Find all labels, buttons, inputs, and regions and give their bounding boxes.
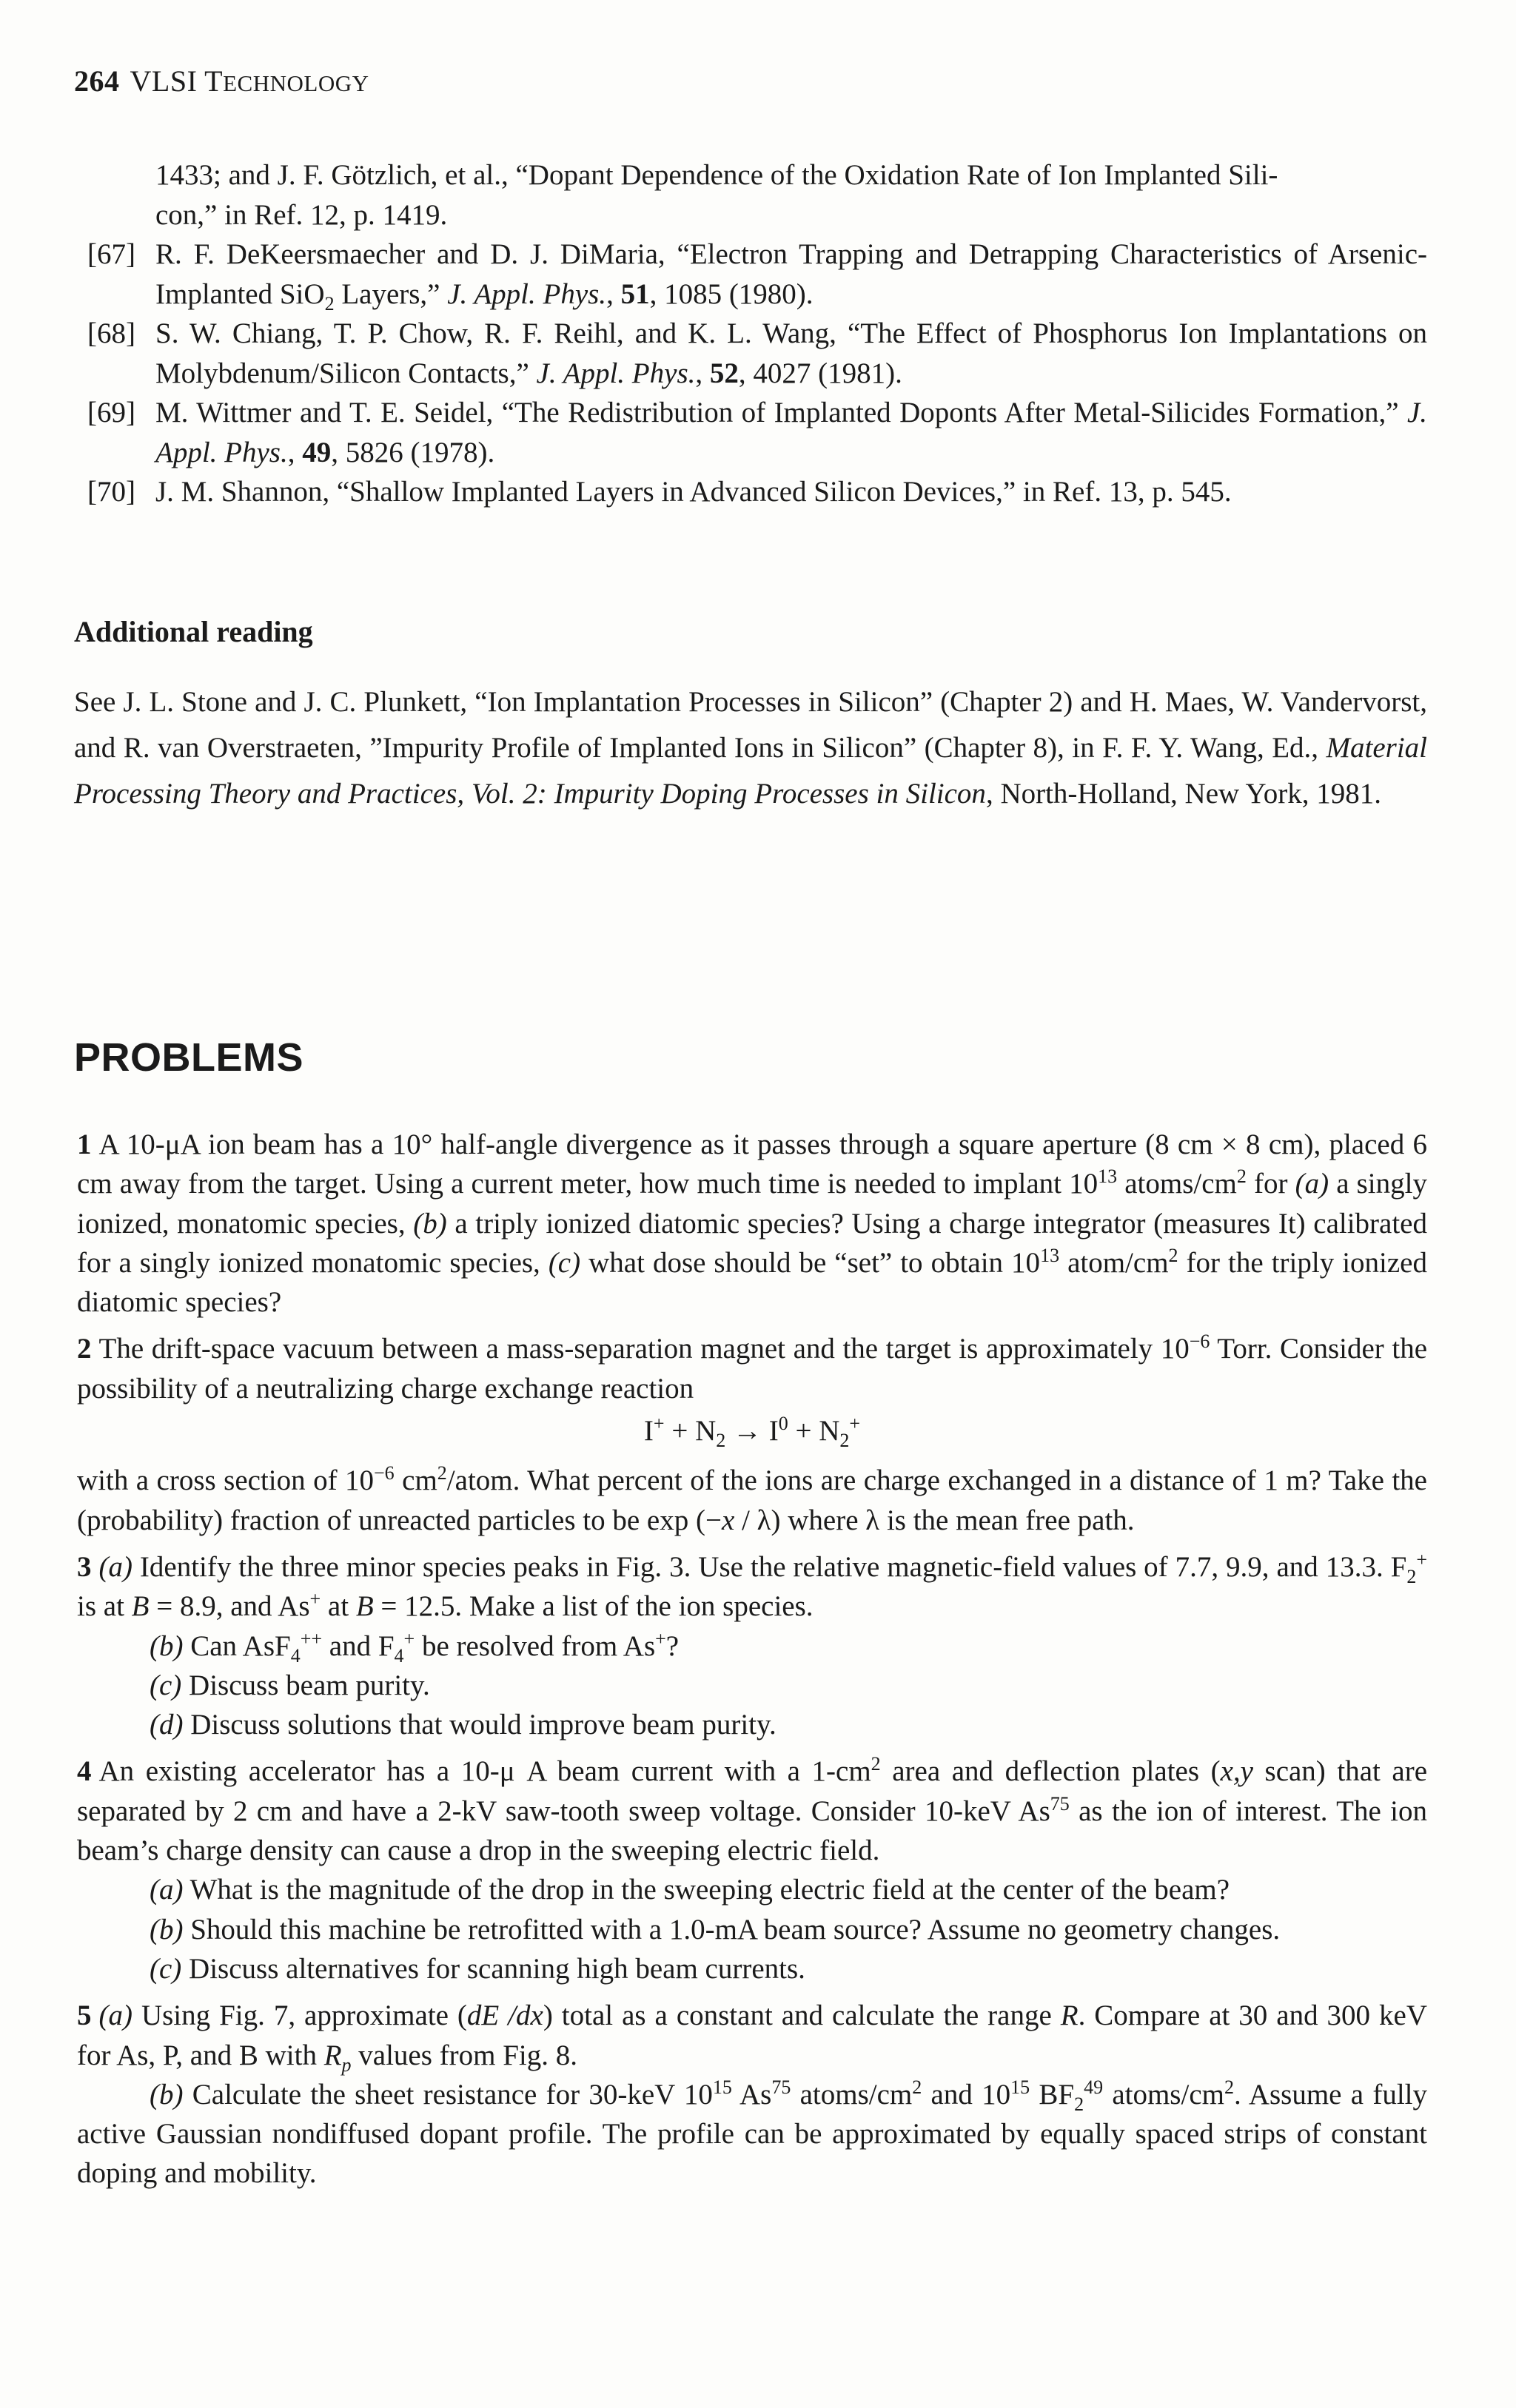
problems-list [77,1125,1427,2201]
problem-3d: (d) Discuss solutions that would improve beam purity. [150,1709,777,1741]
charge-exchange-equation: $I^+ + N_2 \to I^0 + N_2^+$ [643,1413,861,1451]
reference-67: [67] R. F. DeKeersmaecher and D. J. DiMaria, “Electron Trapping and Detrapping Characteristics of Arsenic-Implanted SiO$_2$ Layers,” J. Appl. Phys., 51, 1085 (1980). [87,235,1427,314]
problem-4a: (a) What is the magnitude of the drop in the sweeping electric field at the center of the beam? [150,1874,1230,1906]
header-title: TECHNOLOGY [204,64,369,98]
problem-3: 3 (a) Identify the three minor species peaks in Fig. 3. Use the relative magnetic-field values of 7.7, 9.9, and 13.3. $F_2^+$ is at B = 8.9, and As+ at B = 12.5. Make a list of the ion species. (b) Can AsF$_4$++ and $F_4^+$ be resolved from As+? (c) Discuss beam purity. (d) Discuss solutions that would improve beam purity. [77,1547,1427,1744]
problems-heading: PROBLEMS [74,1035,304,1080]
problem-5b: (b) Calculate the sheet resistance for 30-keV $10^{15}$ As$^{75}$ atoms/$cm^2$ and $10^{15}$ $BF_2^{49}$ atoms/$cm^2$. Assume a fully active Gaussian nondiffused dopant profile. The profile can be approximated by equally spaced strips of constant doping and mobility. [77,2076,1427,2190]
running-header [74,64,369,98]
page-number: 264 [74,64,120,98]
reference-tag: [69] [87,397,135,428]
additional-reading-heading: Additional reading [74,615,313,648]
problem-4c: (c) Discuss alternatives for scanning high beam currents. [150,1952,805,1985]
reference-list [87,155,1427,512]
reference-66-continued: 1433; and J. F. Götzlich, et al., “Dopant Dependence of the Oxidation Rate of Ion Implanted Sili- con,” in Ref. 12, p. 1419. [155,159,1278,231]
problem-5: 5 (a) Using Fig. 7, approximate (dE /dx) total as a constant and calculate the range R. Compare at 30 and 300 keV for As, P, and B with $R_p$ values from Fig. 8. (b) Calculate the sheet resistance for 30-keV $10^{15}$ As$^{75}$ atoms/$cm^2$ and $10^{15}$ $BF_2^{49}$ atoms/$cm^2$. Assume a fully active Gaussian nondiffused dopant profile. The profile can be approximated by equally spaced strips of constant doping and mobility. [77,1996,1427,2193]
reference-tag: [70] [87,476,135,508]
problem-1: 1 A 10-μA ion beam has a 10° half-angle divergence as it passes through a square aperture (8 cm × 8 cm), placed 6 cm away from the target. Using a current meter, how much time is needed to implant $10^{13}$ atoms/$cm^2$ for (a) a singly ionized, monatomic species, (b) a triply ionized diatomic species? Using a charge integrator (measures It) calibrated for a singly ionized monatomic species, (c) what dose should be “set” to obtain $10^{13}$ atom/$cm^2$ for the triply ionized diatomic species? [77,1129,1427,1319]
reference-69: [69] M. Wittmer and T. E. Seidel, “The Redistribution of Implanted Doponts After Metal-Silicides Formation,” J. Appl. Phys., 49, 5826 (1978). [87,393,1427,472]
problem-4: 4 An existing accelerator has a 10-μ A beam current with a $1-cm^2$ area and deflection plates (x,y scan) that are separated by 2 cm and have a 2-kV saw-tooth sweep voltage. Consider 10-keV As$^{75}$ as the ion of interest. The ion beam’s charge density can cause a drop in the sweeping electric field. (a) What is the magnitude of the drop in the sweeping electric field at the center of the beam? (b) Should this machine be retrofitted with a 1.0-mA beam source? Assume no geometry changes. (c) Discuss alternatives for scanning high beam currents. [77,1752,1427,1988]
header-title-prefix: VLSI [130,64,198,98]
reference-tag: [67] [87,238,135,270]
problem-2: 2 The drift-space vacuum between a mass-separation magnet and the target is approximately $10^{-6}$ Torr. Consider the possibility of a neutralizing charge exchange reaction $I^+ + N_2 \to I^0 + N_2^+$ with a cross section of $10^{-6}$ $cm^2$/atom. What percent of the ions are charge exchanged in a distance of 1 m? Take the (probability) fraction of unreacted particles to be exp (−x / λ) where λ is the mean free path. [77,1331,1428,1536]
problem-3b: (b) Can AsF$_4$++ and $F_4^+$ be resolved from As+? [150,1627,680,1667]
additional-reading-text: See J. L. Stone and J. C. Plunkett, “Ion Implantation Processes in Silicon” (Chapter 2) and H. Maes, W. Vandervorst, and R. van Overstraeten, ”Impurity Profile of Implanted Ions in Silicon” (Chapter 8), in F. F. Y. Wang, Ed., Material Processing Theory and Practices, Vol. 2: Impurity Doping Processes in Silicon, North-Holland, New York, 1981. [74,686,1427,810]
problem-3c: (c) Discuss beam purity. [150,1669,430,1701]
problem-4b: (b) Should this machine be retrofitted with a 1.0-mA beam source? Assume no geometry changes. [150,1913,1281,1945]
reference-68: [68] S. W. Chiang, T. P. Chow, R. F. Reihl, and K. L. Wang, “The Effect of Phosphorus Ion Implantations on Molybdenum/Silicon Contacts,” J. Appl. Phys., 52, 4027 (1981). [87,314,1427,393]
reference-70: [70] J. M. Shannon, “Shallow Implanted Layers in Advanced Silicon Devices,” in Ref. 13, p. 545. [87,472,1427,512]
reference-tag: [68] [87,317,135,349]
